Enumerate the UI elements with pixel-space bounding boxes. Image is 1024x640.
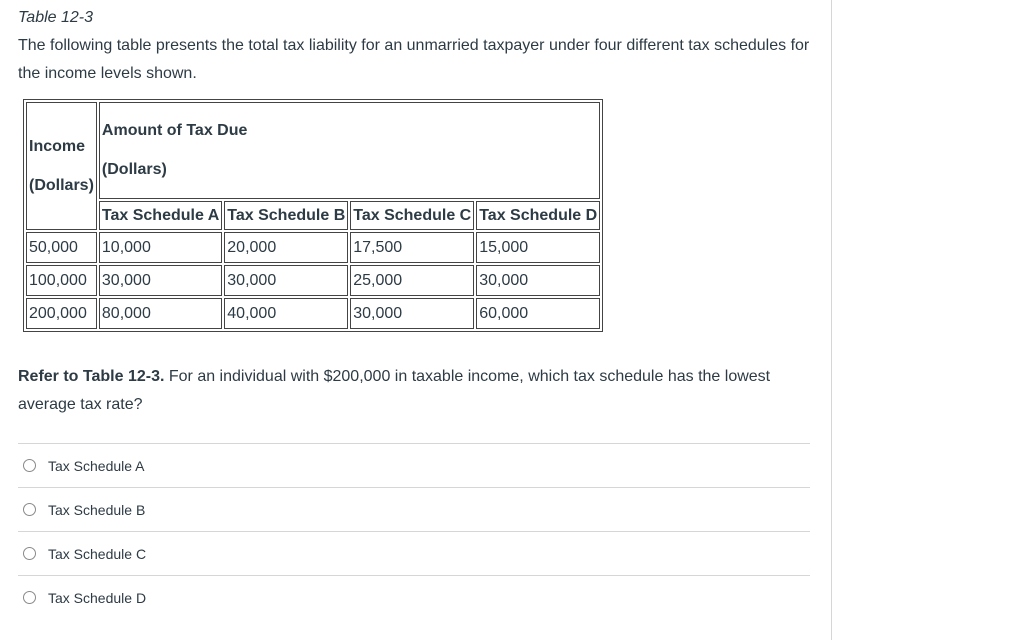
schedule-header: Tax Schedule A — [99, 201, 222, 230]
table-title: Table 12-3 — [18, 9, 94, 26]
tax-table — [23, 99, 603, 332]
answer-option[interactable] — [18, 443, 810, 487]
tax-cell: 40,000 — [224, 298, 348, 329]
income-header-line1: Income — [29, 137, 86, 155]
answer-option-label[interactable]: Tax Schedule D — [48, 589, 147, 606]
tax-cell: 30,000 — [99, 265, 222, 296]
tax-cell: 60,000 — [476, 298, 600, 329]
answer-option[interactable] — [18, 531, 810, 575]
amount-header-line2: (Dollars) — [101, 161, 167, 178]
tax-cell: 30,000 — [476, 265, 600, 296]
answer-option-label[interactable]: Tax Schedule C — [48, 545, 147, 562]
radio-button[interactable] — [23, 591, 36, 604]
tax-cell: 80,000 — [99, 298, 222, 329]
radio-button[interactable] — [23, 459, 36, 472]
tax-cell: 30,000 — [224, 265, 348, 296]
income-header — [26, 102, 97, 230]
schedule-header: Tax Schedule B — [224, 201, 348, 230]
amount-header-line1: Amount of Tax Due — [101, 122, 248, 139]
radio-button[interactable] — [23, 547, 36, 560]
answer-option[interactable] — [18, 575, 810, 619]
answer-options — [18, 443, 810, 619]
income-header-line2: (Dollars) — [29, 176, 94, 194]
income-cell: 50,000 — [26, 232, 97, 263]
answer-option-label[interactable]: Tax Schedule A — [48, 457, 145, 474]
tax-cell: 17,500 — [350, 232, 474, 263]
intro-text: The following table presents the total tax liability for an unmarried taxpayer under four different tax schedules for the income levels shown. — [18, 37, 810, 82]
answer-option-label[interactable]: Tax Schedule B — [48, 501, 146, 518]
tax-cell: 25,000 — [350, 265, 474, 296]
tax-cell: 30,000 — [350, 298, 474, 329]
tax-cell: 15,000 — [476, 232, 600, 263]
question-reference: Refer to Table 12-3. — [18, 368, 165, 385]
question-body: For an individual with $200,000 in taxable income, which tax schedule has the lowest average tax rate? — [18, 368, 771, 413]
tax-cell: 10,000 — [99, 232, 222, 263]
panel-divider — [831, 0, 832, 640]
question-content — [18, 6, 818, 606]
radio-button[interactable] — [23, 503, 36, 516]
question-text — [18, 363, 818, 419]
schedule-header: Tax Schedule C — [350, 201, 474, 230]
tax-cell: 20,000 — [224, 232, 348, 263]
income-cell: 100,000 — [26, 265, 97, 296]
answer-option[interactable] — [18, 487, 810, 531]
amount-header — [99, 102, 600, 199]
table-row — [26, 232, 600, 263]
schedule-header: Tax Schedule D — [476, 201, 600, 230]
income-cell: 200,000 — [26, 298, 97, 329]
table-row — [26, 298, 600, 329]
table-row — [26, 265, 600, 296]
